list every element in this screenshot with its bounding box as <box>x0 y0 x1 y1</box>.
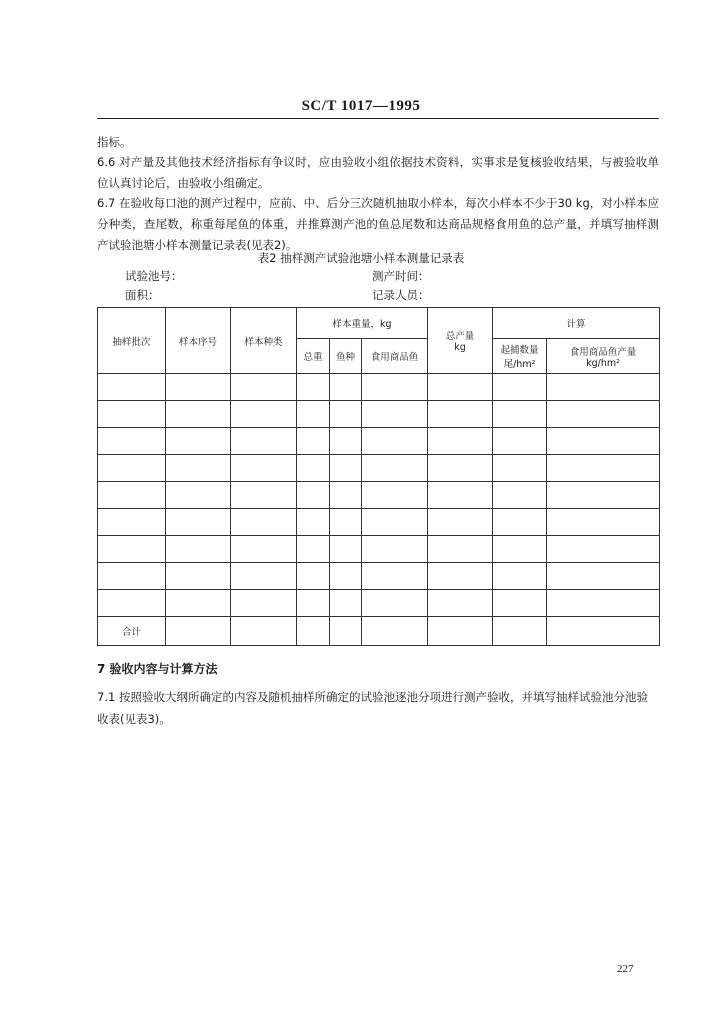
page-number: 227 <box>617 963 634 975</box>
food-yield-label: 食用商品鱼产量 <box>569 346 637 358</box>
catch-count-label: 起捕数量 <box>500 345 539 356</box>
table-row <box>98 401 660 428</box>
table-row <box>98 428 660 455</box>
table-row <box>98 536 660 563</box>
paragraph-6-6: 6.6 对产量及其他技术经济指标有争议时，应由验收小组依据技术资料，实事求是复核验收结果，与被验收单位认真讨论后，由验收小组确定。 <box>97 155 659 190</box>
table-caption: 表2 抽样测产试验池塘小样本测量记录表 <box>257 251 465 265</box>
header-rule <box>97 118 659 119</box>
total-yield-label: 总产量 <box>445 331 475 342</box>
meta-time-label: 测产时间： <box>372 269 430 283</box>
meta-pond-label: 试验池号： <box>125 269 183 283</box>
header-calc: 计算 <box>493 308 660 339</box>
header-total-weight: 总重 <box>297 339 330 374</box>
total-label: 合计 <box>98 617 166 646</box>
table-row <box>98 509 660 536</box>
header-food-fish: 食用商品鱼 <box>362 339 428 374</box>
table-row <box>98 590 660 617</box>
header-total-yield <box>428 308 493 374</box>
sample-record-table <box>97 307 660 646</box>
section-7-heading: 7 验收内容与计算方法 <box>97 662 218 676</box>
meta-recorder-label: 记录人员： <box>372 288 430 302</box>
table-row <box>98 455 660 482</box>
header-batch: 抽样批次 <box>98 308 166 374</box>
table-total-row <box>98 617 660 646</box>
paragraph-6-7: 6.7 在验收每口池的测产过程中，应前、中、后分三次随机抽取小样本，每次小样本不少于30 kg，对小样本应分种类，查尾数，称重每尾鱼的体重，并推算测产池的鱼总尾数和达商品规格食用鱼的总产量，并填写抽样测产试验池塘小样本测量记录表(见表2)。 <box>97 196 659 252</box>
header-catch-count <box>493 339 547 374</box>
table-row <box>98 482 660 509</box>
food-yield-unit: kg/hm² <box>586 357 620 369</box>
header-weight-group: 样本重量，kg <box>297 308 428 339</box>
total-yield-unit: kg <box>454 342 466 353</box>
header-species: 样本种类 <box>231 308 297 374</box>
catch-count-unit: 尾/hm² <box>503 359 536 370</box>
header-fish-species: 鱼种 <box>330 339 362 374</box>
header-food-yield <box>547 339 660 374</box>
table-row <box>98 374 660 401</box>
table-row <box>98 563 660 590</box>
meta-area-label: 面积： <box>125 288 160 302</box>
paragraph-7-1: 7.1 按照验收大纲所确定的内容及随机抽样所确定的试验池逐池分项进行测产验收，并填写抽样试验池分池验收表(见表3)。 <box>97 690 648 726</box>
document-code-header: SC/T 1017—1995 <box>301 98 421 114</box>
header-sample-no: 样本序号 <box>166 308 231 374</box>
paragraph-continuation: 指标。 <box>97 135 132 149</box>
